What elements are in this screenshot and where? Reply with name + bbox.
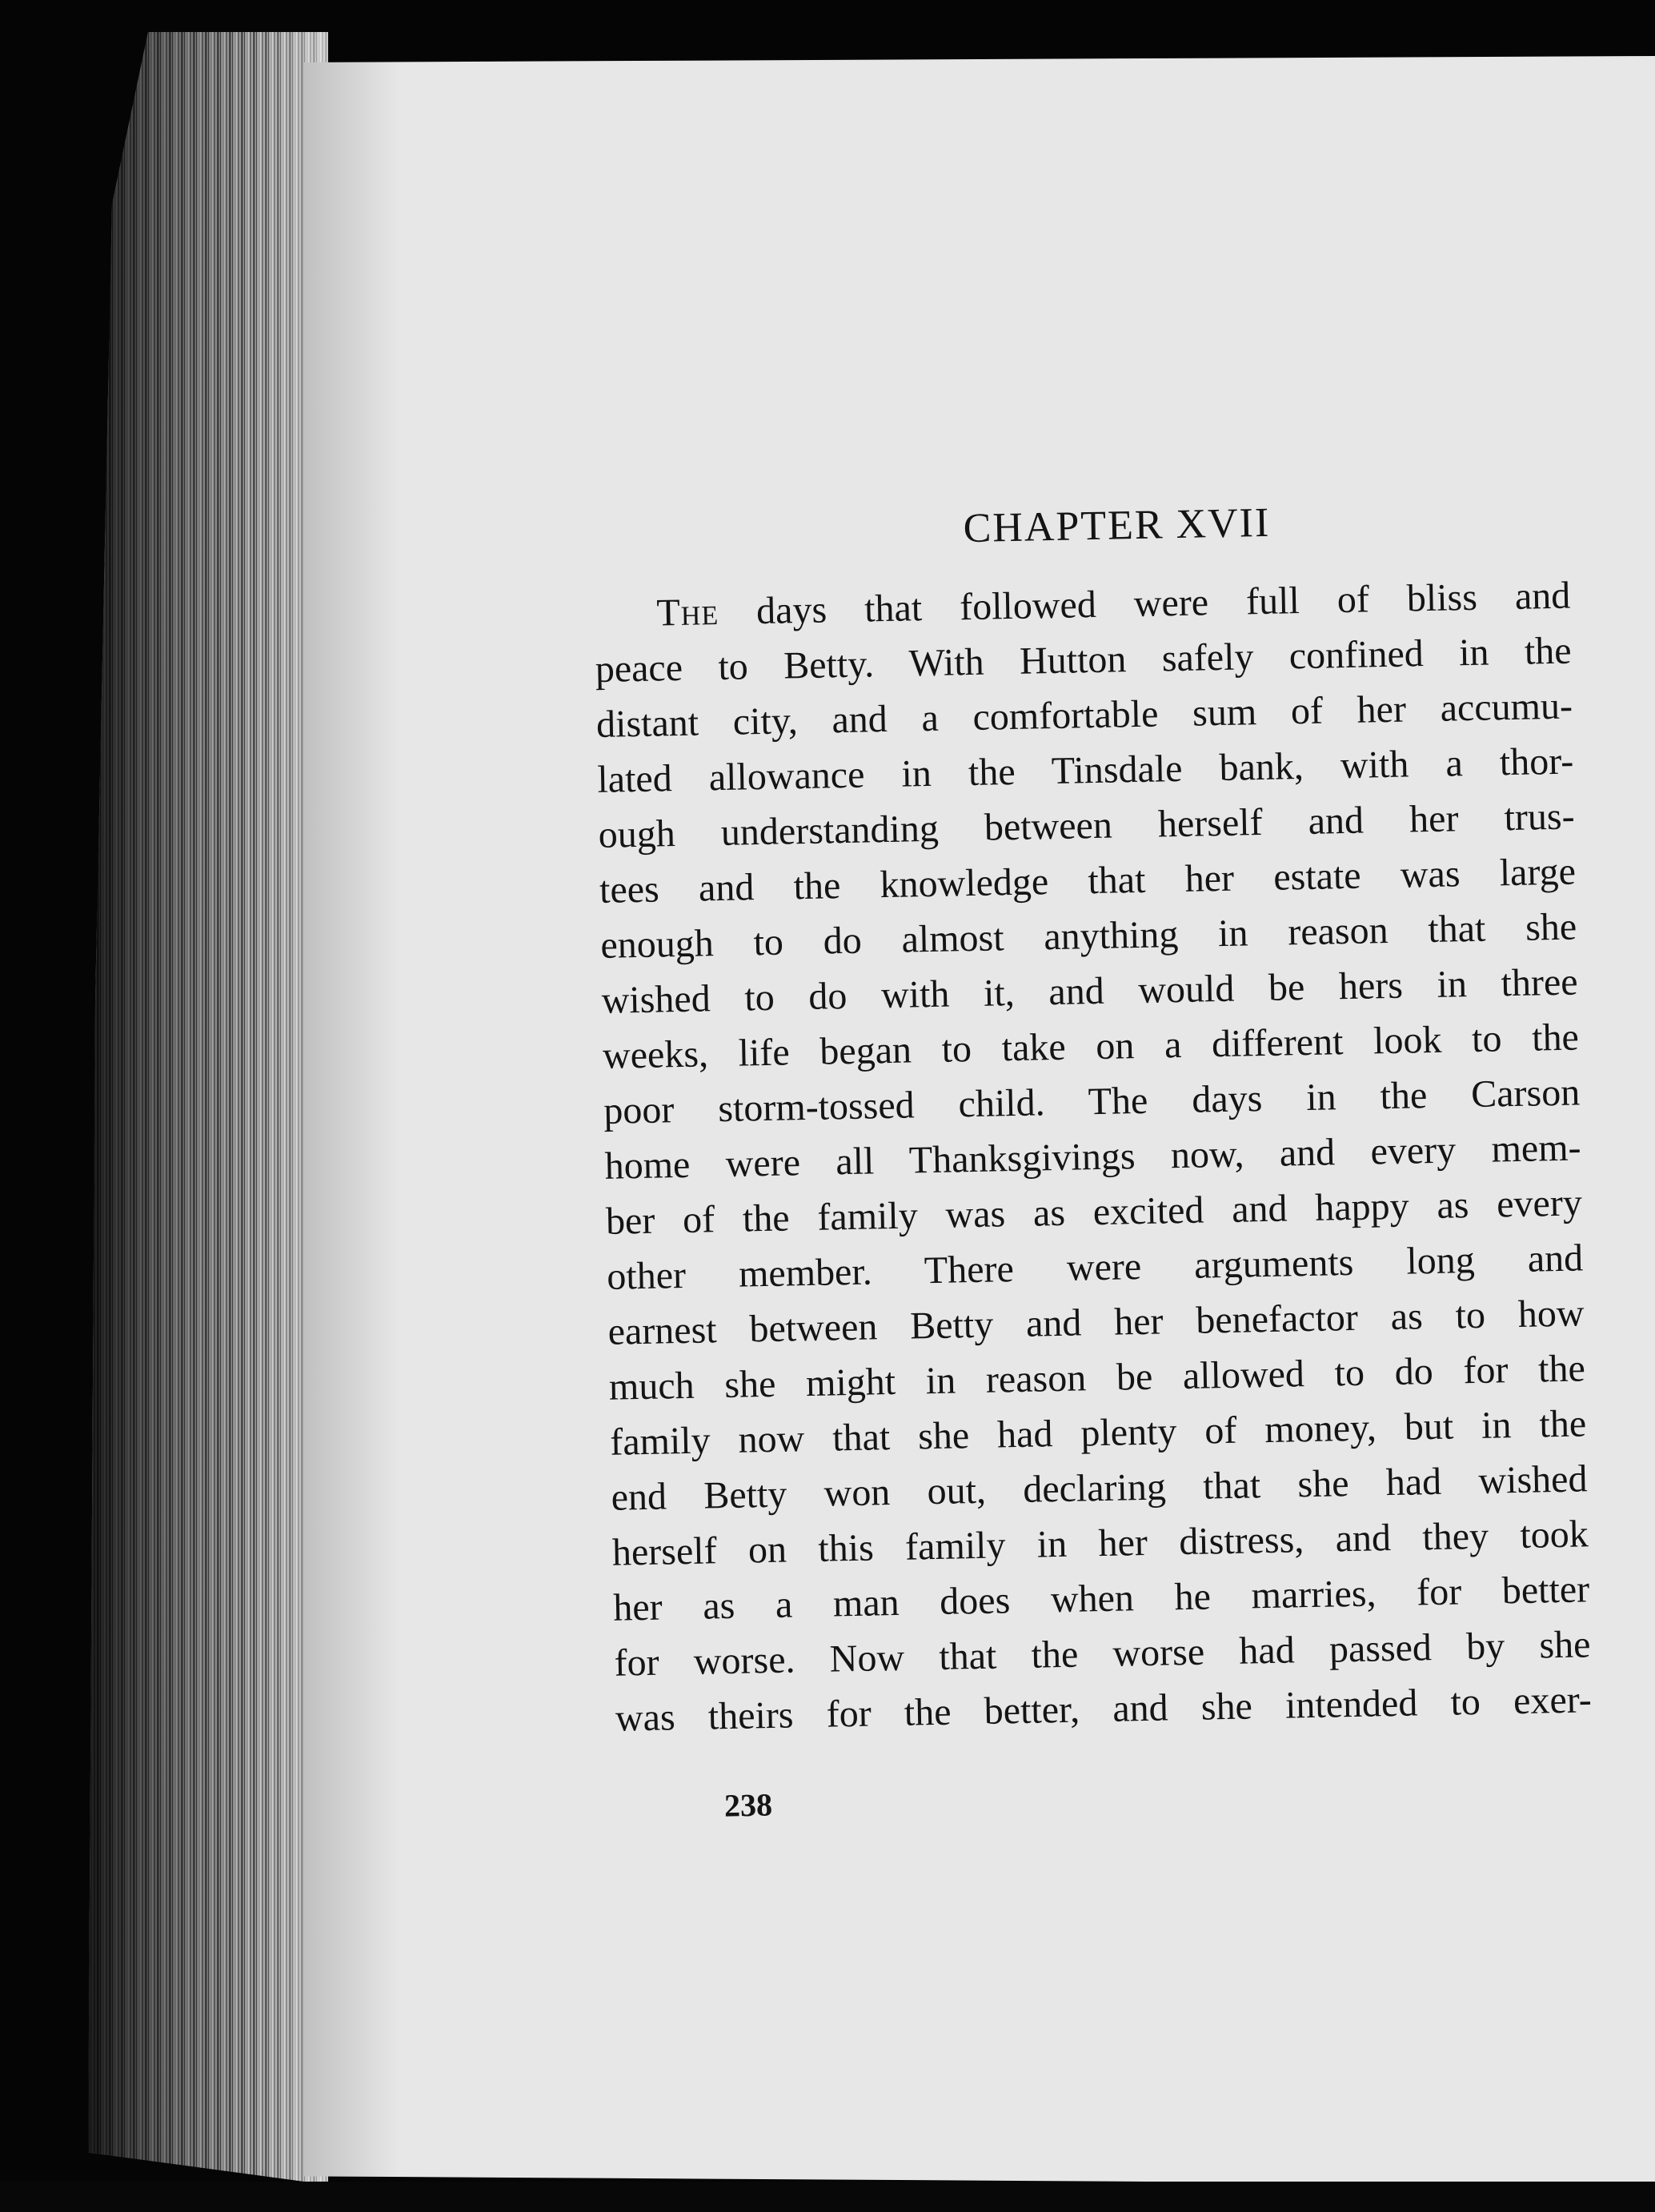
text-line: enough to do almost anything in reason that she <box>599 905 1577 967</box>
text-line: end Betty won out, declaring that she had wished <box>611 1457 1588 1519</box>
text-line: tees and the knowledge that her estate was large <box>599 850 1577 912</box>
text-line: for worse. Now that the worse had passed by she <box>614 1623 1591 1685</box>
text-line: earnest between Betty and her benefactor as to how <box>607 1292 1585 1353</box>
text-line: family now that she had plenty of money, but in the <box>609 1402 1587 1464</box>
text-line: wished to do with it, and would be hers in three <box>601 960 1579 1022</box>
text-line: herself on this family in her distress, and they took <box>611 1513 1589 1574</box>
text-line: much she might in reason be allowed to do for the <box>608 1347 1586 1409</box>
text-line: her as a man does when he marries, for better <box>612 1568 1590 1629</box>
text-line: ough understanding between herself and her trus- <box>598 795 1576 856</box>
chapter-heading: CHAPTER XVII <box>963 499 1271 552</box>
page-text <box>592 494 1592 1746</box>
text-line: distant city, and a comfortable sum of her accumu- <box>595 684 1573 746</box>
text-line: peace to Betty. With Hutton safely confined in the <box>595 629 1573 691</box>
text-line: other member. There were arguments long and <box>606 1236 1584 1298</box>
text-line: The days that followed were full of bliss and <box>655 574 1571 635</box>
page-number: 238 <box>723 1786 773 1824</box>
text-line: ber of the family was as excited and happy as every <box>605 1181 1583 1243</box>
scan-border <box>0 2182 1655 2212</box>
lead-word: The <box>655 590 719 635</box>
text-line: poor storm-tossed child. The days in the Carson <box>603 1071 1581 1132</box>
body-paragraph <box>594 568 1593 1746</box>
text-line: lated allowance in the Tinsdale bank, with a thor- <box>596 739 1574 801</box>
text-line: weeks, life began to take on a different look to the <box>602 1016 1580 1077</box>
text-line: was theirs for the better, and she intended to exer- <box>615 1678 1593 1740</box>
page-edges-shadow <box>88 32 328 2185</box>
text-line: home were all Thanksgivings now, and every mem- <box>604 1126 1581 1188</box>
